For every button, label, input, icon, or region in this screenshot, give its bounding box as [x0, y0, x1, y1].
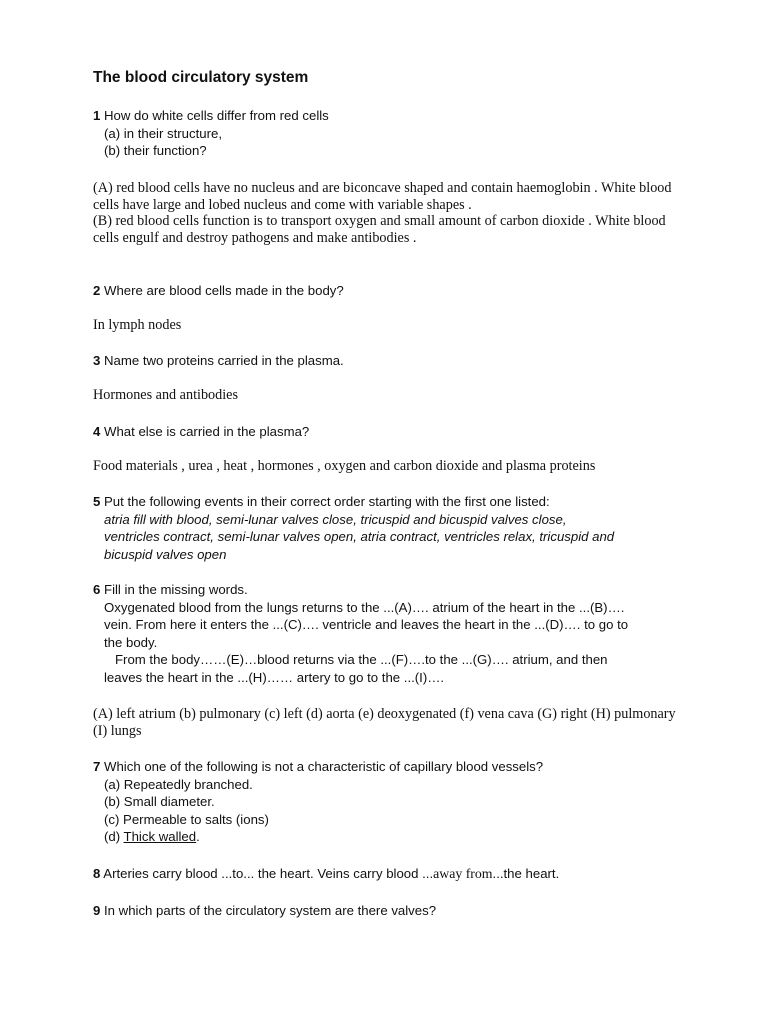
option-b: (b) Small diameter.: [104, 794, 215, 810]
option-d: [93, 828, 713, 846]
question-text: What else is carried in the plasma?: [104, 424, 310, 439]
question-text: Name two proteins carried in the plasma.: [104, 353, 344, 368]
answer-text-a: (A) red blood cells have no nucleus and are biconcave shaped and contain haemoglobin . White blood cells have large and lobed nucleus and come with variable shapes .: [93, 180, 672, 213]
question-text: Where are blood cells made in the body?: [104, 283, 344, 298]
answer-4: Food materials , urea , heat , hormones , oxygen and carbon dioxide and plasma proteins: [93, 458, 596, 474]
question-1: [93, 107, 693, 160]
question-number: 4: [93, 424, 101, 439]
fill-answer-2: away from: [433, 866, 493, 881]
question-number: 2: [93, 283, 101, 298]
question-number: 3: [93, 353, 101, 368]
question-5: [93, 493, 713, 563]
option-d-suffix: .: [196, 829, 200, 845]
question-9: [93, 902, 693, 920]
question-number: 6: [93, 582, 101, 597]
fill-answer-1: to: [232, 866, 244, 881]
question-text: Put the following events in their correct order starting with the first one listed:: [104, 494, 550, 509]
passage-line-5: leaves the heart in the ...(H)…… artery to go to the ...(I)….: [104, 669, 445, 685]
option-a: (a) Repeatedly branched.: [104, 776, 253, 792]
answer-3: Hormones and antibodies: [93, 387, 238, 403]
passage-line-1: Oxygenated blood from the lungs returns to the ...(A)…. atrium of the heart in the ...(B)….: [104, 599, 625, 615]
option-d-underlined: Thick walled: [123, 829, 197, 845]
question-8: [93, 865, 713, 883]
option-d-prefix: (d): [104, 829, 124, 845]
passage-line-3: the body.: [104, 634, 158, 650]
question-text-a: Arteries carry blood ...: [103, 866, 233, 881]
question-6: [93, 581, 713, 687]
question-3: [93, 352, 693, 370]
events-list-line-1: atria fill with blood, semi-lunar valves close, tricuspid and bicuspid valves close,: [104, 511, 567, 527]
question-text: How do white cells differ from red cells: [104, 108, 329, 123]
question-part-a: (a) in their structure,: [104, 125, 222, 141]
answer-1: [93, 180, 693, 246]
question-text: In which parts of the circulatory system are there valves?: [104, 903, 437, 918]
passage-line-2: vein. From here it enters the ...(C)…. ventricle and leaves the heart in the ...(D)…. to go to: [104, 617, 629, 633]
question-7: [93, 758, 713, 846]
page-title: The blood circulatory system: [93, 69, 309, 86]
passage-line-4: From the body……(E)…blood returns via the ...(F)….to the ...(G)…. atrium, and then: [115, 652, 608, 668]
question-4: [93, 423, 693, 441]
question-number: 1: [93, 108, 101, 123]
question-number: 9: [93, 903, 101, 918]
question-part-b: (b) their function?: [104, 143, 207, 159]
question-text-c: ...the heart.: [492, 866, 560, 881]
question-number: 7: [93, 759, 101, 774]
answer-6: (A) left atrium (b) pulmonary (c) left (d) aorta (e) deoxygenated (f) vena cava (G) right (H) pulmonary (I) lungs: [93, 706, 676, 739]
question-text: Which one of the following is not a characteristic of capillary blood vessels?: [104, 759, 544, 774]
question-number: 8: [93, 866, 101, 881]
question-2: [93, 282, 693, 300]
answer-text-b: (B) red blood cells function is to transport oxygen and small amount of carbon dioxide . White blood cells engulf and destroy pathogens and make antibodies .: [93, 213, 666, 246]
question-text-b: ... the heart. Veins carry blood ...: [243, 866, 434, 881]
answer-2: In lymph nodes: [93, 317, 182, 333]
events-list-line-2: ventricles contract, semi-lunar valves open, atria contract, ventricles relax, tricuspid and: [104, 529, 615, 545]
question-text: Fill in the missing words.: [104, 582, 248, 597]
events-list-line-3: bicuspid valves open: [104, 546, 227, 562]
option-c: (c) Permeable to salts (ions): [104, 811, 269, 827]
question-number: 5: [93, 494, 101, 509]
